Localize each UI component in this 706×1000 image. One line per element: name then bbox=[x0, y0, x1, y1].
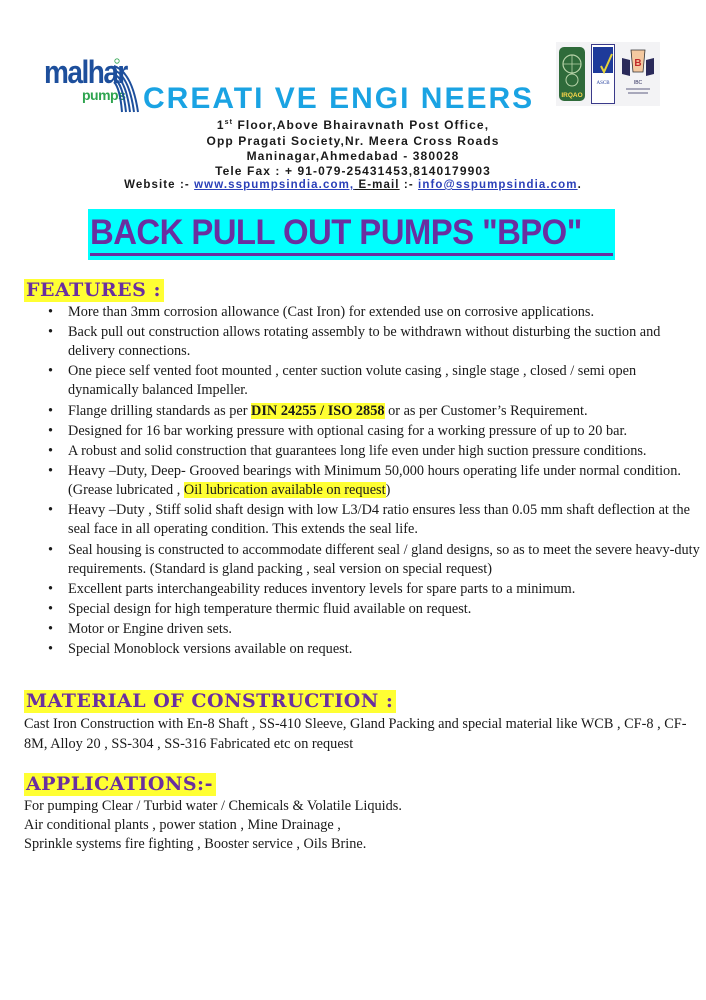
irqao-label: IRQAO bbox=[561, 92, 583, 99]
material-heading: MATERIAL OF CONSTRUCTION : bbox=[24, 690, 396, 713]
address-line-3: Maninagar,Ahmedabad - 380028 bbox=[246, 149, 460, 163]
feature-item: • Flange drilling standards as per DIN 24255 / ISO 2858 or as per Customer’s Requirement. bbox=[48, 402, 588, 419]
email-link[interactable]: info@sspumpsindia.com bbox=[418, 179, 578, 191]
page-title-banner bbox=[88, 209, 615, 260]
page-title: BACK PULL OUT PUMPS "BPO" bbox=[90, 213, 582, 252]
contact-line: Website :- www.sspumpsindia.com, E-mail :- info@sspumpsindia.com. bbox=[124, 179, 582, 191]
feature-item: • A robust and solid construction that guarantees long life even under high suction pressure conditions. bbox=[48, 442, 647, 459]
malhar-pumps-logo bbox=[44, 54, 144, 114]
ibc-label: IBC bbox=[633, 80, 643, 86]
feature-item: • Motor or Engine driven sets. bbox=[48, 621, 232, 638]
applications-line: Sprinkle systems fire fighting , Booster service , Oils Brine. bbox=[24, 836, 367, 852]
standards-highlight: DIN 24255 / ISO 2858 bbox=[251, 402, 385, 419]
ascb-badge-icon bbox=[591, 44, 615, 104]
feature-item: • Heavy –Duty, Deep- Grooved bearings with Minimum 50,000 hours operating life under normal condition. (Grease lubricated , Oil lubrication available on request) bbox=[48, 463, 681, 499]
certification-badges bbox=[556, 42, 660, 106]
applications-line: Air conditional plants , power station , Mine Drainage , bbox=[24, 817, 341, 833]
logo-sub: pumps bbox=[82, 87, 126, 103]
feature-item: • Heavy –Duty , Stiff solid shaft design with low L3/D4 ratio ensures less than 0.05 mm shaft deflection at the seal face in all operating condition. This extends the seal life. bbox=[48, 502, 690, 538]
water-jet-icon bbox=[112, 58, 146, 114]
features-heading: FEATURES : bbox=[24, 279, 164, 302]
feature-item: • Seal housing is constructed to accommodate different seal / gland designs, so as to meet the severe heavy-duty requirements. (Standard is gland packing , seal version on special request) bbox=[48, 541, 700, 577]
address-line-2: Opp Pragati Society,Nr. Meera Cross Roads bbox=[206, 134, 500, 148]
material-text: Cast Iron Construction with En-8 Shaft , SS-410 Sleeve, Gland Packing and special material like WCB , CF-8 , CF-8M, Alloy 20 , SS-304 , SS-316 Fabricated etc on request bbox=[24, 716, 687, 752]
oil-lubrication-highlight: Oil lubrication available on request bbox=[183, 482, 386, 499]
feature-item: • Back pull out construction allows rotating assembly to be withdrawn without disturbing the suction and delivery connections. bbox=[48, 324, 661, 360]
ibc-badge-icon bbox=[618, 48, 658, 100]
ascb-label: ASCB bbox=[596, 81, 610, 86]
title-underline bbox=[90, 253, 613, 256]
features-list bbox=[44, 303, 704, 660]
website-link[interactable]: www.sspumpsindia.com, bbox=[194, 179, 355, 191]
feature-item: • Special design for high temperature thermic fluid available on request. bbox=[48, 600, 472, 617]
feature-item: • Special Monoblock versions available on request. bbox=[48, 641, 353, 658]
applications-line: For pumping Clear / Turbid water / Chemicals & Volatile Liquids. bbox=[24, 798, 402, 814]
tele-fax: Tele Fax : + 91-079-25431453,8140179903 bbox=[215, 164, 491, 178]
irqao-badge-icon bbox=[558, 46, 586, 102]
feature-item: • Designed for 16 bar working pressure with optional casing for a working pressure of up to 20 bar. bbox=[48, 422, 628, 439]
logo-brand: malhar bbox=[44, 54, 127, 90]
address-line-1: 1st Floor,Above Bhairavnath Post Office, bbox=[216, 118, 490, 132]
feature-item: • Excellent parts interchangeability reduces inventory levels for spare parts to a minimum. bbox=[48, 580, 576, 597]
feature-item: • One piece self vented foot mounted , center suction volute casing , single stage , closed / semi open dynamically balanced Impeller. bbox=[48, 363, 637, 399]
company-name: CREATI VE ENGI NEERS bbox=[143, 82, 535, 115]
svg-text:B: B bbox=[634, 58, 642, 69]
applications-heading: APPLICATIONS:- bbox=[24, 773, 216, 796]
feature-item: • More than 3mm corrosion allowance (Cast Iron) for extended use on corrosive applications. bbox=[48, 304, 595, 320]
